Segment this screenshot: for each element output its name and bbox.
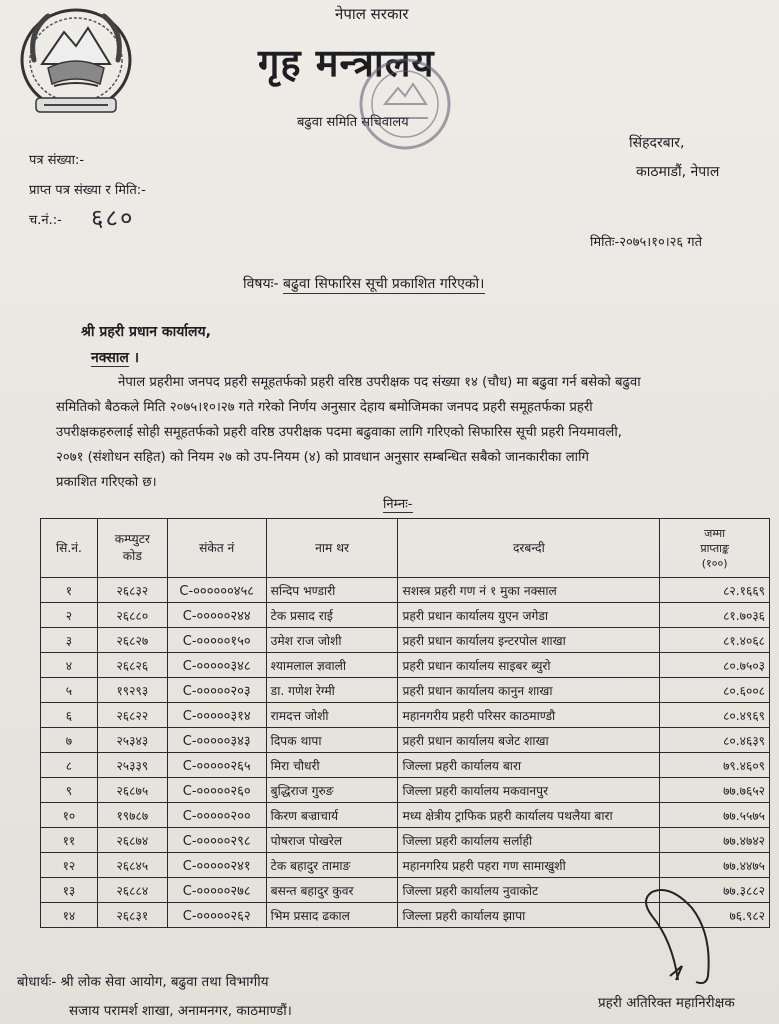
row-total-score: ८१.७०३६ (660, 603, 770, 628)
row-sn: ४ (41, 653, 98, 678)
header-name: नाम थर (266, 519, 398, 578)
row-posting: प्रहरी प्रधान कार्यालय युएन जगेडा (398, 603, 660, 628)
row-symbol-number: C-०००००२४१ (167, 853, 266, 878)
row-computer-code: २६८७५ (97, 778, 167, 803)
office-stamp-icon (350, 52, 460, 157)
row-name: श्यामलाल ज्ञवाली (266, 653, 398, 678)
row-symbol-number: C-०००००२६२ (167, 903, 266, 928)
addressee-place-suffix: । (128, 350, 140, 366)
header-computer-code-line2: कोड (122, 549, 142, 563)
addressee-place (91, 348, 139, 367)
address-line-1: सिंहदरबार, (629, 135, 685, 151)
row-name: पोषराज पोखरेल (266, 828, 398, 853)
header-sn: सि.नं. (41, 519, 98, 578)
row-sn: १ (41, 578, 98, 603)
row-posting: प्रहरी प्रधान कार्यालय बजेट शाखा (398, 728, 660, 753)
row-total-score: ७७.४४७५ (660, 853, 770, 878)
row-name: टेक बहादुर तामाङ (266, 853, 398, 878)
row-total-score: ८०.४६३९ (660, 728, 770, 753)
row-name: बुद्धिराज गुरुङ (266, 778, 398, 803)
row-symbol-number: C-०००००२४४ (167, 603, 266, 628)
table-row (41, 853, 770, 878)
table-row (41, 578, 770, 603)
row-posting: जिल्ला प्रहरी कार्यालय सर्लाही (398, 828, 660, 853)
received-letter-label: प्राप्त पत्र संख्या र मिति:- (29, 183, 146, 198)
row-sn: १४ (41, 903, 98, 928)
table-body (41, 578, 770, 928)
dispatch-number-label: च.नं.:- (29, 213, 62, 228)
row-total-score: ८०.४९६९ (660, 703, 770, 728)
row-sn: २ (41, 603, 98, 628)
row-name: उमेश राज जोशी (266, 628, 398, 653)
header-symbol-number: संकेत नं (167, 519, 266, 578)
letter-number-label: पत्र संख्या:- (29, 153, 85, 168)
subject-text: बढुवा सिफारिस सूची प्रकाशित गरिएको। (282, 276, 485, 292)
row-posting: जिल्ला प्रहरी कार्यालय मकवानपुर (398, 778, 660, 803)
row-posting: मध्य क्षेत्रीय ट्राफिक प्रहरी कार्यालय पथलैया बारा (398, 803, 660, 828)
row-posting: महानगरीय प्रहरी परिसर काठमाण्डौ (398, 703, 660, 728)
row-symbol-number: C-०००००२६० (167, 778, 266, 803)
list-title (383, 494, 413, 512)
table-row (41, 753, 770, 778)
row-posting: सशस्त्र प्रहरी गण नं १ मुका नक्साल (398, 578, 660, 603)
table-row (41, 828, 770, 853)
row-sn: ६ (41, 703, 98, 728)
section-name: बढुवा समिति सचिवालय (297, 115, 409, 130)
table-header-row (41, 519, 770, 578)
table-row (41, 603, 770, 628)
row-symbol-number: C-०००००३१४ (167, 703, 266, 728)
signatory-title: प्रहरी अतिरिक्त महानिरीक्षक (598, 995, 735, 1011)
body-line: २०७१ (संशोधन सहित) को नियम २७ को उप-नियम (४) को प्रावधान अनुसार सम्बन्धित सबैको जानकारीका लागि (56, 450, 589, 465)
body-line: उपरीक्षकहरुलाई सोही समूहतर्फको प्रहरी वरिष्ठ उपरीक्षक पदमा बढुवाका लागि गरिएको सिफारिस सूची प्रहरी नियमावली, (56, 425, 622, 440)
row-symbol-number: C-०००००२७८ (167, 878, 266, 903)
row-name: किरण बज्राचार्य (266, 803, 398, 828)
row-sn: ८ (41, 753, 98, 778)
row-total-score: ७९.४६०९ (660, 753, 770, 778)
row-name: सन्दिप भण्डारी (266, 578, 398, 603)
row-computer-code: २६८२७ (97, 628, 167, 653)
row-computer-code: २६८८४ (97, 878, 167, 903)
row-computer-code: १९७८७ (97, 803, 167, 828)
row-computer-code: २५३३९ (97, 753, 167, 778)
header-computer-code (97, 519, 167, 578)
body-line: प्रकाशित गरिएको छ। (56, 475, 157, 490)
nepal-emblem-icon (14, 2, 138, 122)
row-posting: महानगरिय प्रहरी पहरा गण सामाखुशी (398, 853, 660, 878)
row-total-score: ७६.९८२ (660, 903, 770, 928)
row-total-score: ८०.७५०३ (660, 653, 770, 678)
subject-label: विषयः- (243, 276, 279, 292)
address-line-2: काठमाडौं, नेपाल (636, 164, 720, 180)
header-total-score (660, 519, 770, 578)
row-total-score: ७७.४७४२ (660, 828, 770, 853)
row-name: डा. गणेश रेग्मी (266, 678, 398, 703)
body-line: नेपाल प्रहरीमा जनपद प्रहरी समूहतर्फको प्रहरी वरिष्ठ उपरीक्षक पद संख्या १४ (चौध) मा बढुवा गर्न बसेको बढुवा (118, 375, 641, 390)
body-line: समितिको बैठकले मिति २०७५।१०।२७ गते गरेको निर्णय अनुसार देहाय बमोजिमका जनपद प्रहरी समूहतर्फका प्रहरी (56, 400, 593, 415)
row-computer-code: २६८२२ (97, 703, 167, 728)
row-symbol-number: C-०००००२६५ (167, 753, 266, 778)
row-total-score: ८१.४०६८ (660, 628, 770, 653)
row-posting: जिल्ला प्रहरी कार्यालय बारा (398, 753, 660, 778)
row-name: रामदत्त जोशी (266, 703, 398, 728)
table-row (41, 628, 770, 653)
row-sn: १० (41, 803, 98, 828)
row-symbol-number: C-०००००२०३ (167, 678, 266, 703)
government-name: नेपाल सरकार (335, 5, 409, 23)
row-posting: जिल्ला प्रहरी कार्यालय नुवाकोट (398, 878, 660, 903)
row-total-score: ८२.१६६९ (660, 578, 770, 603)
row-name: भिम प्रसाद ढकाल (266, 903, 398, 928)
row-sn: १२ (41, 853, 98, 878)
header-total-line2: प्राप्ताङ्क (700, 541, 729, 555)
addressee-name: श्री प्रहरी प्रधान कार्यालय, (81, 324, 211, 340)
row-posting: प्रहरी प्रधान कार्यालय साइबर ब्युरो (398, 653, 660, 678)
row-symbol-number: C-०००००३४८ (167, 653, 266, 678)
subject-line (243, 274, 485, 293)
row-symbol-number: C-०००००२९८ (167, 828, 266, 853)
row-computer-code: २६८३२ (97, 578, 167, 603)
row-posting: प्रहरी प्रधान कार्यालय कानुन शाखा (398, 678, 660, 703)
row-computer-code: २६८४५ (97, 853, 167, 878)
row-total-score: ८०.६००८ (660, 678, 770, 703)
row-name: मिरा चौधरी (266, 753, 398, 778)
header-total-line1: जम्मा (704, 526, 726, 540)
row-sn: ११ (41, 828, 98, 853)
row-computer-code: २६८७४ (97, 828, 167, 853)
row-computer-code: १९२९३ (97, 678, 167, 703)
row-total-score: ७७.७६५२ (660, 778, 770, 803)
row-sn: ७ (41, 728, 98, 753)
header-computer-code-line1: कम्प्युटर (114, 532, 150, 546)
row-posting: प्रहरी प्रधान कार्यालय इन्टरपोल शाखा (398, 628, 660, 653)
row-total-score: ७७.५५७५ (660, 803, 770, 828)
row-symbol-number: C-०००००३४३ (167, 728, 266, 753)
row-posting: जिल्ला प्रहरी कार्यालय झापा (398, 903, 660, 928)
header-total-line3: (१००) (701, 556, 728, 570)
row-computer-code: २६८३१ (97, 903, 167, 928)
row-computer-code: २५३४३ (97, 728, 167, 753)
row-name: दिपक थापा (266, 728, 398, 753)
addressee-place-name: नक्साल (91, 350, 129, 366)
row-total-score: ७७.३८८२ (660, 878, 770, 903)
table-row (41, 703, 770, 728)
row-symbol-number: C-०००००१५० (167, 628, 266, 653)
table-row (41, 778, 770, 803)
ministry-name: गृह मन्त्रालय (258, 41, 435, 85)
table-row (41, 678, 770, 703)
row-name: टेक प्रसाद राई (266, 603, 398, 628)
recommendation-table (40, 518, 770, 928)
table-row (41, 728, 770, 753)
cc-line-1: बोधार्थः- श्री लोक सेवा आयोग, बढुवा तथा विभागीय (17, 974, 269, 990)
row-symbol-number: C-००००००४५८ (167, 578, 266, 603)
letter-date: मितिः-२०७५।१०।२६ गते (590, 235, 703, 250)
row-symbol-number: C-०००००२०० (167, 803, 266, 828)
row-sn: ९ (41, 778, 98, 803)
cc-line-2: सजाय परामर्श शाखा, अनामनगर, काठमाण्डौं। (69, 1003, 292, 1019)
row-name: बसन्त बहादुर कुवर (266, 878, 398, 903)
header-posting: दरबन्दी (398, 519, 660, 578)
signature-icon (600, 880, 740, 990)
table-row (41, 653, 770, 678)
row-sn: ३ (41, 628, 98, 653)
list-title-text: निम्नः- (383, 497, 413, 512)
row-sn: ५ (41, 678, 98, 703)
table-row (41, 803, 770, 828)
row-computer-code: २६८२६ (97, 653, 167, 678)
row-computer-code: २६८८० (97, 603, 167, 628)
row-sn: १३ (41, 878, 98, 903)
dispatch-number-handwritten: ६८० (91, 204, 135, 232)
